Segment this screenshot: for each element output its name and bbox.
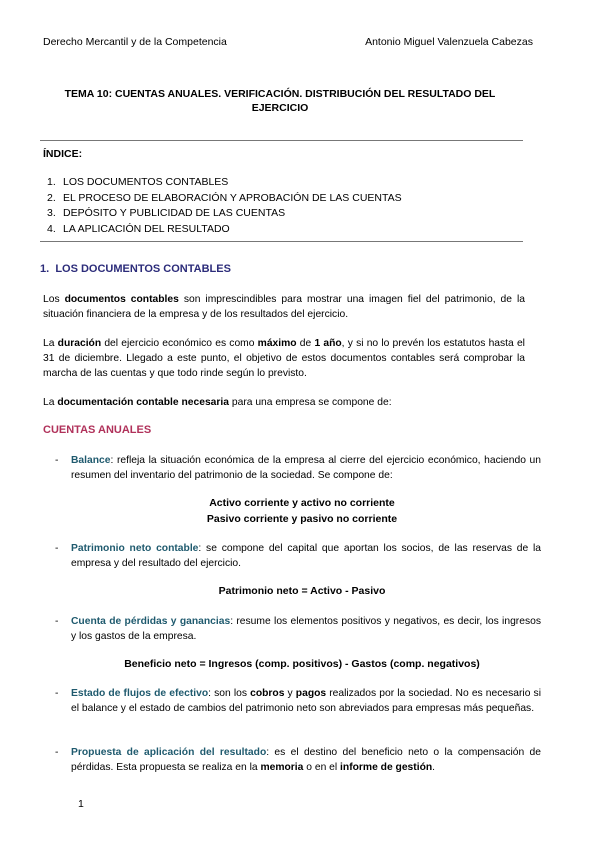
list-item-perdidas: - Cuenta de pérdidas y ganancias: resume los elementos positivos y negativos, es decir, los ingresos y los gastos de la empresa. xyxy=(55,616,541,642)
header-course: Derecho Mercantil y de la Competencia xyxy=(43,36,227,48)
list-item-patrimonio: - Patrimonio neto contable: se compone del capital que aportan los socios, de las reservas de la empresa y del resultado del ejercicio. xyxy=(55,543,541,569)
index-item: 2. EL PROCESO DE ELABORACIÓN Y APROBACIÓN DE LAS CUENTAS xyxy=(47,191,402,204)
paragraph-documentos: Los documentos contables son imprescindibles para mostrar una imagen fiel del patrimonio, de la situación financiera de la empresa y de los resultados del ejercicio. xyxy=(43,294,525,320)
formula-beneficio: Beneficio neto = Ingresos (comp. positivos) - Gastos (comp. negativos) xyxy=(124,658,480,670)
header-author: Antonio Miguel Valenzuela Cabezas xyxy=(365,36,533,48)
paragraph-duracion: La duración del ejercicio económico es como máximo de 1 año, y si no lo prevén los estatutos hasta el 31 de diciembre. Llegado a este punto, el objetivo de estos documentos contables será comprobar la marcha de las cuentas y que todo rinde según lo previsto. xyxy=(43,338,525,379)
title-line-1: TEMA 10: CUENTAS ANUALES. VERIFICACIÓN. DISTRIBUCIÓN DEL RESULTADO DEL xyxy=(64,88,496,100)
section-heading: 1. LOS DOCUMENTOS CONTABLES xyxy=(40,263,231,275)
divider-bottom xyxy=(40,241,523,242)
index-item: 1. LOS DOCUMENTOS CONTABLES xyxy=(47,176,229,188)
formula-balance: Activo corriente y activo no corriente Pasivo corriente y pasivo no corriente xyxy=(206,497,398,525)
page-header xyxy=(43,36,533,48)
index-list xyxy=(47,175,402,237)
index-item: 4. LA APLICACIÓN DEL RESULTADO xyxy=(47,222,230,235)
index-heading: ÍNDICE: xyxy=(43,148,83,160)
subsection-heading: CUENTAS ANUALES xyxy=(43,424,152,436)
paragraph-documentacion: La documentación contable necesaria para una empresa se compone de: xyxy=(43,397,392,408)
index-item: 3. DEPÓSITO Y PUBLICIDAD DE LAS CUENTAS xyxy=(47,207,286,219)
title-line-2: EJERCICIO xyxy=(251,102,309,114)
list-item-flujos: - Estado de flujos de efectivo: son los cobros y pagos realizados por la sociedad. No es necesario si el balance y el estado de cambios del patrimonio neto son abreviados para empresas más pequeñas. xyxy=(55,688,541,714)
page-number: 1 xyxy=(78,798,84,810)
list-item-propuesta: - Propuesta de aplicación del resultado: es el destino del beneficio neto o la compensación de pérdidas. Esta propuesta se realiza en la memoria o en el informe de gestión. xyxy=(55,747,541,773)
document-title xyxy=(40,87,520,115)
divider-top xyxy=(40,140,523,141)
list-item-balance: - Balance: refleja la situación económica de la empresa al cierre del ejercicio económico, haciendo un resumen del inventario del patrimonio de la sociedad. Se compone de: xyxy=(55,455,541,481)
formula-patrimonio: Patrimonio neto = Activo - Pasivo xyxy=(218,585,386,597)
